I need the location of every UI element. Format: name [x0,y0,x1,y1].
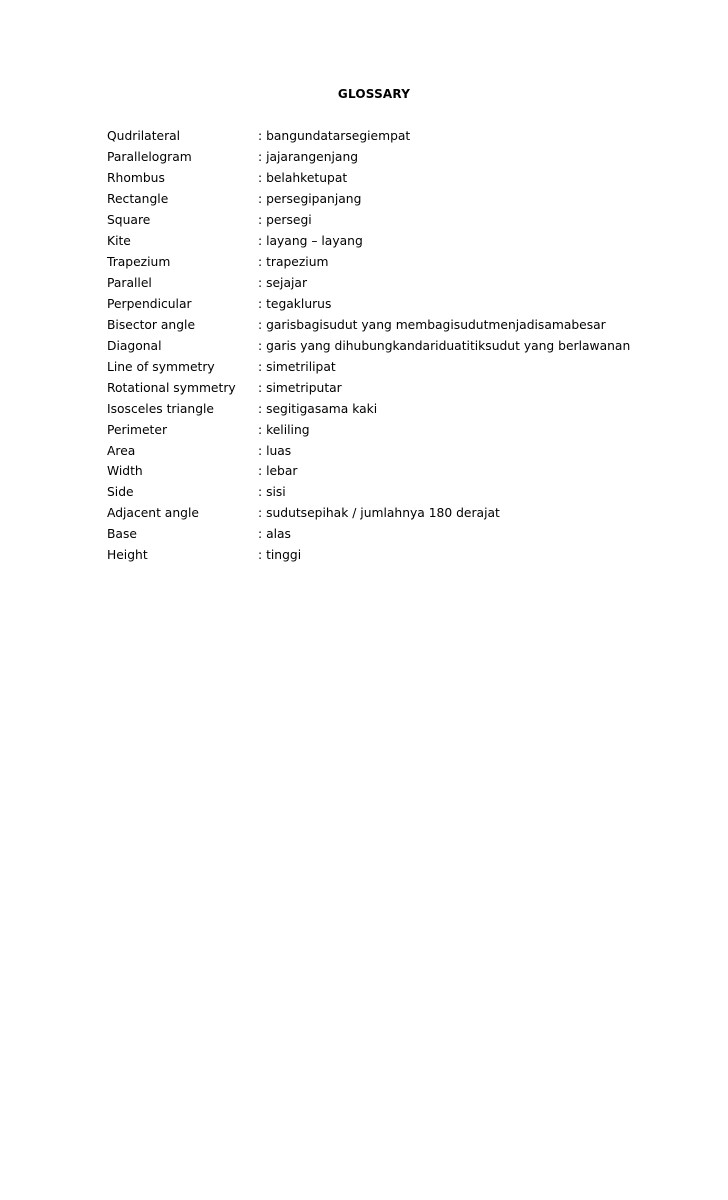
glossary-entry [107,335,687,356]
glossary-term: Square [107,213,151,228]
glossary-definition: : tinggi [258,548,687,562]
glossary-definition: : persegi [258,213,687,227]
glossary-definition: : alas [258,527,687,541]
glossary-term: Diagonal [107,338,162,353]
glossary-definition: : bangundatarsegiempat [258,129,687,143]
glossary-entry [107,147,687,168]
glossary-definition: : sudutsepihak / jumlahnya 180 derajat [258,506,687,520]
glossary-term: Height [107,548,148,563]
glossary-term: Perimeter [107,422,168,437]
glossary-definition: : tegaklurus [258,297,687,311]
glossary-entry [107,461,687,482]
glossary-definition: : jajarangenjang [258,150,687,164]
glossary-definition: : luas [258,444,687,458]
glossary-term: Parallel [107,276,152,291]
glossary-title: GLOSSARY [337,87,411,101]
glossary-entry [107,356,687,377]
glossary-term: Perpendicular [107,296,192,311]
glossary-definition: : garisbagisudut yang membagisudutmenjadisamabesar [258,318,687,332]
glossary-definition: : sisi [258,485,687,499]
glossary-term: Isosceles triangle [107,401,214,416]
glossary-definition: : belahketupat [258,171,687,185]
glossary-entry [107,524,687,545]
glossary-term: Base [107,527,137,542]
glossary-definition: : keliling [258,423,687,437]
glossary-entry [107,545,687,566]
glossary-entry [107,314,687,335]
glossary-entry [107,482,687,503]
glossary-entry [107,398,687,419]
glossary-definition: : segitigasama kaki [258,402,687,416]
glossary-entry [107,210,687,231]
glossary-definition: : simetrilipat [258,360,687,374]
glossary-entry [107,231,687,252]
glossary-list [107,126,687,566]
glossary-term: Qudrilateral [107,129,181,144]
glossary-entry [107,126,687,147]
glossary-definition: : trapezium [258,255,687,269]
glossary-definition: : simetriputar [258,381,687,395]
glossary-term: Line of symmetry [107,359,215,374]
glossary-definition: : lebar [258,464,687,478]
glossary-term: Kite [107,234,131,249]
glossary-term: Width [107,464,143,479]
glossary-term: Side [107,485,134,500]
glossary-term: Adjacent angle [107,506,199,521]
glossary-entry [107,377,687,398]
glossary-entry [107,252,687,273]
glossary-entry [107,168,687,189]
glossary-entry [107,273,687,294]
glossary-term: Trapezium [107,255,171,270]
glossary-entry [107,294,687,315]
glossary-term: Rhombus [107,171,165,186]
glossary-definition: : persegipanjang [258,192,687,206]
glossary-term: Rotational symmetry [107,380,236,395]
glossary-entry [107,440,687,461]
glossary-entry [107,189,687,210]
glossary-definition: : sejajar [258,276,687,290]
glossary-entry [107,503,687,524]
glossary-term: Area [107,443,136,458]
glossary-term: Rectangle [107,192,169,207]
glossary-definition: : garis yang dihubungkandariduatitiksudut yang berlawanan [258,339,687,353]
glossary-entry [107,419,687,440]
glossary-term: Parallelogram [107,150,192,165]
glossary-term: Bisector angle [107,317,196,332]
glossary-definition: : layang – layang [258,234,687,248]
